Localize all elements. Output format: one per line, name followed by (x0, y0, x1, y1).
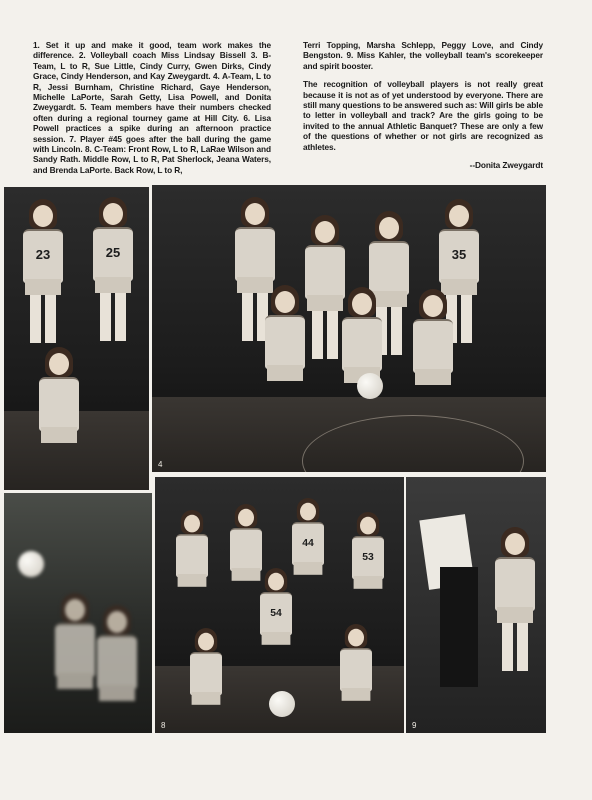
photo-label: 9 (412, 721, 417, 730)
caption-continuation: Terri Topping, Marsha Schlepp, Peggy Love, and Cindy Bengston. 9. Miss Kahler, the volleyball team's scorekeeper and spirit booster. (303, 40, 543, 71)
photo-label: 4 (158, 460, 163, 469)
essay-author: --Donita Zweygardt (469, 160, 543, 171)
jersey-number: 23 (35, 247, 51, 262)
jersey-number: 54 (270, 606, 282, 619)
photo-a-team (152, 185, 546, 472)
player-figure-kneeling (336, 624, 376, 712)
player-figure (172, 510, 212, 630)
player-figure-kneeling (34, 347, 84, 467)
player-figure (18, 199, 68, 349)
volleyball (18, 551, 44, 577)
player-figure-kneeling (337, 287, 387, 427)
photo-label: 8 (161, 721, 166, 730)
jersey-number: 44 (302, 536, 314, 549)
player-figure-kneeling (408, 289, 458, 429)
photo-captions: 1. Set it up and make it good, team work makes the difference. 2. Volleyball coach Miss Lindsay Bissell 3. B-Team, L to R, Sue Little, Cindy Curry, Gwen Dirks, Cindy Grace, Cindy Henderson, and Kay Zweygardt. 4. A-Team, L to R, Jessi Burnham, Christine Richard, Gaye Henderson, Michelle LaPorte, Sarah Getty, Lisa Powell, and Donita Zweygardt. 5. Team members have their numbers checked often during a regional tourney game at Hill City. 6. Lisa Powell practices a spike during an afternoon practice session. 7. Player #45 goes after the ball during the game with Lincoln. 8. C-Team: Front Row, L to R, LaRae Wilson and Sandy Rath. Middle Row, L to R, Pat Sherlock, Jeana Waters, and Brenda LaPorte. Back Row, L to R, (33, 40, 271, 175)
player-figure-kneeling (260, 285, 310, 425)
caption-column-right (303, 40, 543, 170)
jersey-number: 53 (362, 550, 374, 563)
player-figure (256, 568, 296, 688)
jersey-number: 25 (105, 245, 121, 260)
player-figure-kneeling (186, 628, 226, 716)
player-figure (88, 197, 138, 347)
volleyball (269, 691, 295, 717)
player-figure (348, 512, 388, 632)
caption-column-left (33, 40, 271, 183)
photo-scorekeeper (406, 477, 546, 733)
player-figure (490, 527, 540, 677)
player-figure (92, 605, 142, 733)
team-photo-small-group (4, 187, 149, 490)
volleyball (357, 373, 383, 399)
jersey-number: 35 (451, 247, 467, 262)
photo-c-team (155, 477, 404, 733)
photo-action-game (4, 493, 152, 733)
essay-paragraph: The recognition of volleyball players is not really great because it is not as of yet understood by everyone. There are still many questions to be answered such as: Will girls be able to letter in volleyball and track? Are the girls going to be invited to the annual Athletic Banquet? These are only a few of the questions of whether or not girls are recognized as athletes. (303, 79, 543, 152)
person-figure (440, 567, 478, 687)
